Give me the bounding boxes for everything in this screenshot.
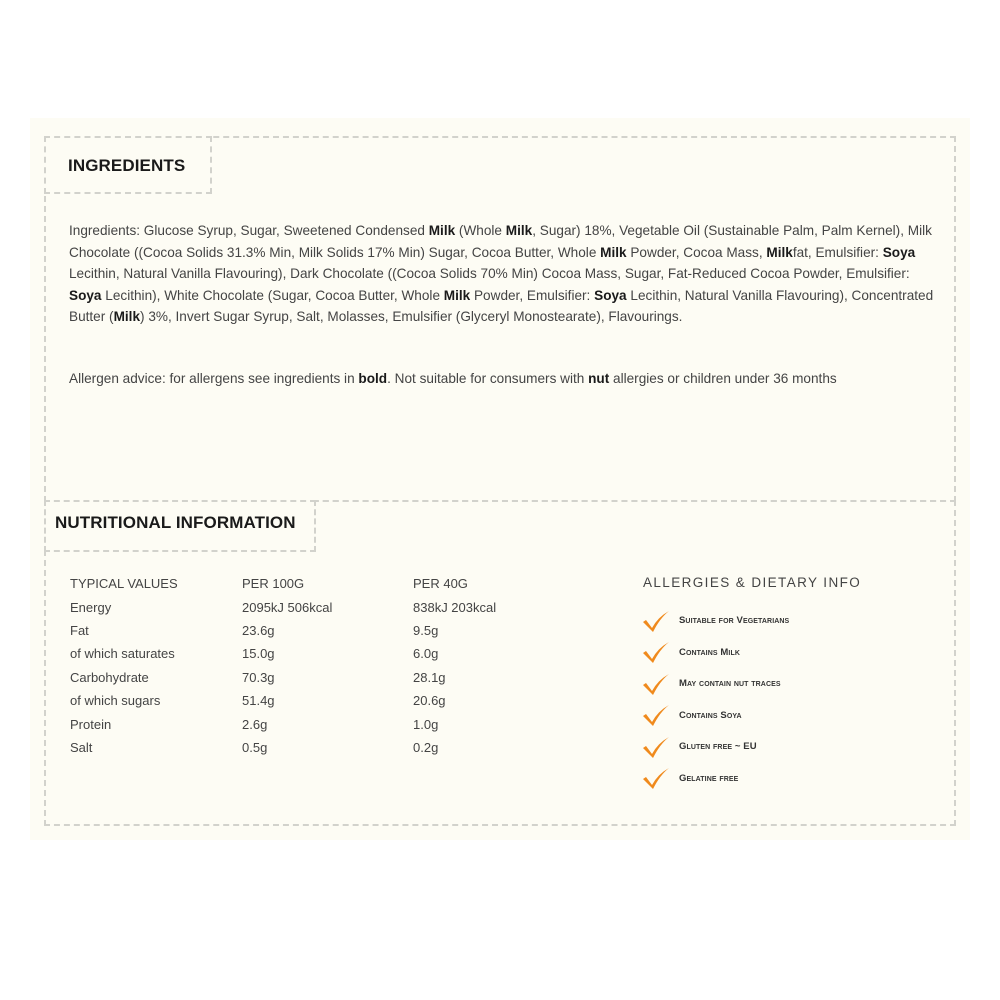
- allergy-item: [641, 763, 789, 795]
- nutrition-cell: 9.5g: [413, 622, 439, 638]
- allergies-list: [641, 605, 789, 794]
- allergy-label: Contains Soya: [679, 709, 742, 721]
- allergen-advice: [69, 368, 939, 390]
- nutrition-cell: 0.5g: [242, 739, 268, 755]
- allergen-highlight: Milk: [600, 244, 627, 260]
- nutrition-header-row: [70, 572, 563, 595]
- nutrition-title: NUTRITIONAL INFORMATION: [55, 513, 296, 532]
- nutrition-cell: 6.0g: [413, 646, 439, 662]
- allergen-highlight: nut: [588, 371, 610, 386]
- text-fragment: allergies or children under 36 months: [609, 371, 837, 386]
- text-fragment: (Whole: [455, 223, 506, 238]
- allergy-item: [641, 668, 789, 700]
- nutrition-row: [70, 736, 563, 759]
- text-fragment: Lecithin), White Chocolate (Sugar, Cocoa Butter, Whole: [101, 287, 444, 303]
- nutrition-row: [70, 712, 563, 735]
- nutrition-cell: 23.6g: [242, 622, 275, 638]
- allergen-highlight: bold: [358, 371, 388, 386]
- nutrition-row: [70, 642, 563, 665]
- nutrition-cell: Salt: [70, 739, 93, 755]
- checkmark-icon: [641, 703, 671, 727]
- allergy-label: Contains Milk: [679, 646, 740, 658]
- allergen-highlight: Milk: [505, 223, 533, 238]
- nutrition-cell: of which saturates: [70, 646, 175, 662]
- nutrition-cell: 28.1g: [413, 669, 446, 685]
- allergen-highlight: Soya: [594, 287, 627, 303]
- allergy-label: Gelatine free: [679, 772, 739, 784]
- allergy-label: Suitable for Vegetarians: [679, 615, 790, 627]
- allergy-item: [641, 605, 789, 637]
- nutrition-header-cell: PER 40G: [413, 576, 468, 592]
- text-fragment: . Not suitable for consumers with: [387, 371, 589, 386]
- text-fragment: ) 3%, Invert Sugar Syrup, Salt, Molasses, Emulsifier (Glyceryl Monostearate), Flavourings.: [140, 309, 683, 325]
- checkmark-icon: [641, 609, 671, 633]
- text-fragment: fat, Emulsifier:: [792, 244, 883, 260]
- nutrition-cell: 70.3g: [242, 669, 275, 685]
- checkmark-icon: [641, 672, 671, 696]
- allergen-highlight: Milk: [443, 287, 471, 303]
- text-fragment: Lecithin, Natural Vanilla Flavouring), Dark Chocolate ((Cocoa Solids 70% Min) Cocoa Mass, Sugar, Fat-Reduced Cocoa Powder, Emulsifier:: [69, 266, 910, 282]
- ingredients-title: INGREDIENTS: [68, 156, 186, 175]
- nutrition-cell: 0.2g: [413, 739, 439, 755]
- text-fragment: Powder, Emulsifier:: [470, 287, 595, 303]
- allergen-highlight: Milk: [428, 223, 456, 238]
- nutrition-cell: Fat: [70, 622, 89, 638]
- allergen-highlight: Milk: [766, 244, 793, 260]
- checkmark-icon: [641, 735, 671, 759]
- nutrition-cell: 2.6g: [242, 716, 268, 732]
- nutrition-cell: of which sugars: [70, 693, 161, 709]
- nutrition-cell: 2095kJ 506kcal: [242, 599, 333, 615]
- nutrition-cell: 1.0g: [413, 716, 439, 732]
- nutrition-cell: Protein: [70, 716, 112, 732]
- allergy-label: Gluten free ~ EU: [679, 741, 757, 753]
- allergies-title: ALLERGIES & DIETARY INFO: [643, 575, 862, 590]
- allergen-highlight: Soya: [69, 287, 102, 303]
- nutrition-cell: Energy: [70, 599, 112, 615]
- nutrition-cell: 15.0g: [242, 646, 275, 662]
- nutrition-table: [70, 572, 563, 759]
- nutrition-row: [70, 595, 563, 618]
- nutrition-row: [70, 689, 563, 712]
- text-fragment: Ingredients: Glucose Syrup, Sugar, Sweetened Condensed: [69, 223, 429, 238]
- allergen-highlight: Soya: [882, 244, 916, 260]
- allergen-highlight: Milk: [113, 309, 141, 325]
- text-fragment: Lecithin, Natural Vanilla Flavouring), Concentrated Butter (: [69, 287, 934, 325]
- nutrition-cell: 51.4g: [242, 693, 275, 709]
- text-fragment: Allergen advice: for allergens see ingredients in: [69, 371, 359, 386]
- nutrition-row: [70, 619, 563, 642]
- nutrition-cell: 838kJ 203kcal: [413, 599, 497, 615]
- nutrition-header-cell: TYPICAL VALUES: [70, 576, 178, 592]
- text-fragment: , Sugar) 18%, Vegetable Oil (Sustainable Palm, Palm Kernel), Milk Chocolate ((Cocoa Solids 31.3% Min, Milk Solids 17% Min) Sugar, Cocoa Butter, Whole: [69, 223, 932, 260]
- allergy-label: May contain nut traces: [679, 678, 781, 690]
- allergy-item: [641, 700, 789, 732]
- checkmark-icon: [641, 640, 671, 664]
- nutrition-row: [70, 666, 563, 689]
- allergy-item: [641, 731, 789, 763]
- ingredients-text: [69, 220, 939, 328]
- checkmark-icon: [641, 766, 671, 790]
- nutrition-cell: Carbohydrate: [70, 669, 149, 685]
- nutrition-header-cell: PER 100G: [242, 576, 305, 592]
- text-fragment: Powder, Cocoa Mass,: [626, 244, 767, 260]
- allergy-item: [641, 637, 789, 669]
- nutrition-cell: 20.6g: [413, 693, 446, 709]
